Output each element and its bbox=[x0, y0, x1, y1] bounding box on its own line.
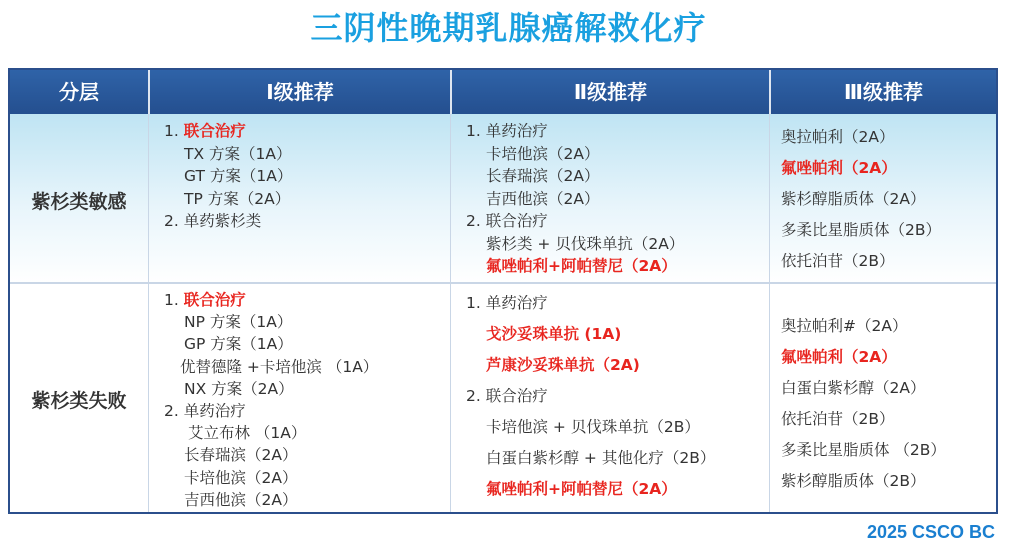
item-text: 白蛋白紫杉醇（2A） bbox=[781, 379, 926, 397]
recommendation-item bbox=[188, 421, 306, 443]
item-text: TP 方案（2A） bbox=[184, 189, 291, 208]
item-text: 多柔比星脂质体（2B） bbox=[781, 221, 941, 239]
recommendation-table bbox=[8, 68, 998, 514]
recommendation-item bbox=[781, 376, 925, 398]
recommendation-item bbox=[781, 314, 907, 336]
item-text: 卡培他滨（2A） bbox=[486, 144, 600, 163]
layer-label: 紫杉类敏感 bbox=[31, 191, 127, 213]
item-text: TX 方案（1A） bbox=[184, 144, 292, 163]
recommendation-item bbox=[781, 345, 897, 367]
header-level1: Ⅰ级推荐 bbox=[266, 80, 334, 104]
item-text: 氟唑帕利（2A） bbox=[781, 348, 897, 366]
item-text: 奥拉帕利#（2A） bbox=[781, 317, 908, 335]
item-text: 紫杉醇脂质体（2A） bbox=[781, 190, 926, 208]
recommendation-item bbox=[781, 469, 926, 491]
item-text: 紫杉醇脂质体（2B） bbox=[781, 472, 926, 490]
item-text: 依托泊苷（2B） bbox=[781, 252, 895, 270]
item-text: 紫杉类 + 贝伐珠单抗（2A） bbox=[486, 234, 685, 253]
item-text: 2. 联合治疗 bbox=[466, 387, 548, 405]
recommendation-item bbox=[486, 164, 599, 186]
item-text: 1. 单药治疗 bbox=[466, 294, 548, 312]
item-text: 吉西他滨（2A） bbox=[184, 490, 298, 509]
recommendation-item bbox=[781, 156, 897, 178]
item-text: 长春瑞滨（2A） bbox=[486, 167, 600, 185]
recommendation-item bbox=[486, 322, 621, 344]
item-text: 氟唑帕利+阿帕替尼（2A） bbox=[486, 257, 677, 275]
item-text: 戈沙妥珠单抗 (1A) bbox=[486, 325, 622, 343]
header-layer: 分层 bbox=[59, 80, 99, 104]
item-text: NP 方案（1A） bbox=[184, 313, 293, 332]
item-text: 奥拉帕利（2A） bbox=[781, 128, 895, 146]
table-header bbox=[10, 70, 996, 114]
recommendation-item bbox=[164, 288, 246, 310]
item-highlight: 联合治疗 bbox=[183, 291, 246, 309]
column-divider bbox=[450, 114, 451, 512]
row-divider bbox=[10, 282, 996, 284]
column-divider bbox=[769, 114, 770, 512]
recommendation-item bbox=[184, 377, 294, 399]
item-highlight: 联合治疗 bbox=[183, 122, 246, 140]
item-text: 1. bbox=[164, 122, 184, 140]
header-level2: Ⅱ级推荐 bbox=[573, 80, 648, 104]
recommendation-item bbox=[486, 353, 640, 375]
recommendation-item bbox=[486, 254, 677, 276]
recommendation-item bbox=[486, 415, 700, 437]
item-text: 氟唑帕利（2A） bbox=[781, 159, 897, 177]
item-text: 卡培他滨（2A） bbox=[184, 468, 298, 487]
item-text: 1. bbox=[164, 291, 184, 309]
recommendation-item bbox=[184, 142, 291, 164]
recommendation-item bbox=[781, 218, 941, 240]
recommendation-item bbox=[466, 291, 548, 313]
item-text: 白蛋白紫杉醇 + 其他化疗（2B） bbox=[486, 449, 716, 467]
recommendation-item bbox=[781, 249, 895, 271]
recommendation-item bbox=[486, 187, 599, 209]
item-text: 依托泊苷（2B） bbox=[781, 410, 895, 428]
item-text: NX 方案（2A） bbox=[184, 379, 294, 398]
recommendation-item bbox=[184, 187, 290, 209]
item-text: GT 方案（1A） bbox=[184, 167, 293, 185]
recommendation-item bbox=[184, 310, 292, 332]
recommendation-item bbox=[184, 466, 297, 488]
recommendation-item bbox=[486, 142, 599, 164]
item-text: 2. 单药紫杉类 bbox=[164, 212, 262, 230]
recommendation-item bbox=[781, 187, 925, 209]
source-footer: 2025 CSCO BC bbox=[866, 522, 995, 542]
item-text: 艾立布林 （1A） bbox=[188, 424, 307, 443]
recommendation-item bbox=[486, 446, 715, 468]
recommendation-item bbox=[184, 488, 297, 510]
item-text: 吉西他滨（2A） bbox=[486, 189, 600, 208]
item-text: 2. 单药治疗 bbox=[164, 402, 246, 420]
recommendation-item bbox=[164, 119, 246, 141]
recommendation-item bbox=[466, 384, 548, 406]
recommendation-item bbox=[466, 119, 548, 141]
header-level3: Ⅲ级推荐 bbox=[844, 80, 923, 104]
recommendation-item bbox=[180, 355, 378, 377]
recommendation-item bbox=[466, 209, 548, 231]
recommendation-item bbox=[184, 443, 297, 465]
recommendation-item bbox=[781, 407, 895, 429]
item-text: 优替德隆 +卡培他滨 （1A） bbox=[180, 357, 379, 376]
recommendation-item bbox=[184, 164, 292, 186]
item-text: 长春瑞滨（2A） bbox=[184, 446, 298, 465]
recommendation-item bbox=[164, 399, 246, 421]
recommendation-item bbox=[781, 438, 946, 460]
page-title: 三阴性晚期乳腺癌解救化疗 bbox=[310, 9, 707, 47]
recommendation-item bbox=[184, 332, 293, 354]
recommendation-item bbox=[486, 477, 677, 499]
item-text: 卡培他滨 + 贝伐珠单抗（2B） bbox=[486, 418, 700, 436]
item-text: 氟唑帕利+阿帕替尼（2A） bbox=[486, 480, 677, 498]
column-divider bbox=[148, 114, 149, 512]
recommendation-item bbox=[164, 209, 261, 231]
item-text: 2. 联合治疗 bbox=[466, 212, 548, 230]
item-text: 多柔比星脂质体 （2B） bbox=[781, 441, 946, 459]
layer-label: 紫杉类失败 bbox=[31, 390, 127, 412]
item-text: 1. 单药治疗 bbox=[466, 122, 548, 140]
recommendation-item bbox=[486, 232, 684, 254]
recommendation-item bbox=[781, 125, 894, 147]
item-text: GP 方案（1A） bbox=[184, 335, 293, 354]
item-text: 芦康沙妥珠单抗（2A) bbox=[486, 356, 640, 374]
